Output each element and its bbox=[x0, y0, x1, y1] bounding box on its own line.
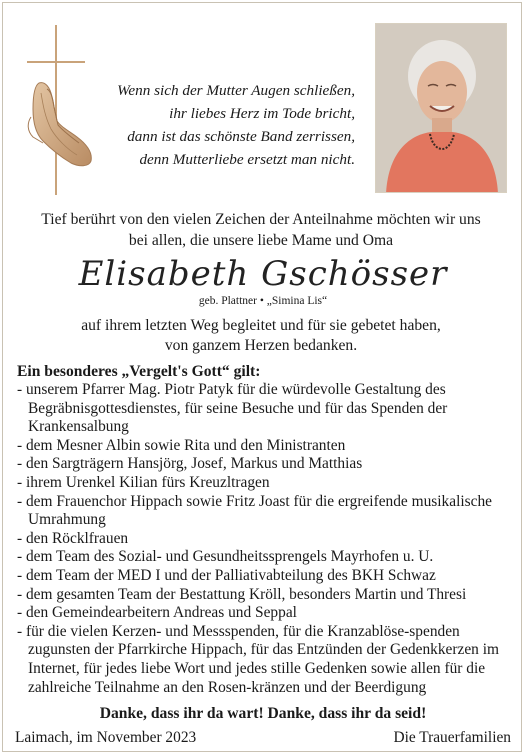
thanks-heading: Ein besonderes „Vergelt's Gott“ gilt: bbox=[17, 363, 261, 380]
portrait-photo bbox=[375, 23, 507, 193]
place-date: Laimach, im November 2023 bbox=[15, 729, 197, 746]
poem-line: dann ist das schönste Band zerrissen, bbox=[127, 128, 355, 145]
list-item: - dem Mesner Albin sowie Rita und den Ministranten bbox=[17, 436, 346, 454]
poem-line: ihr liebes Herz im Tode bricht, bbox=[169, 105, 355, 122]
list-item: - dem Frauenchor Hippach sowie Fritz Joast für die ergreifende musikalische Umrahmung bbox=[17, 492, 492, 529]
list-item: - ihrem Urenkel Kilian fürs Kreuzltragen bbox=[17, 473, 270, 491]
list-item: - dem Team der MED I und der Palliativabteilung des BKH Schwaz bbox=[17, 566, 436, 584]
poem bbox=[83, 79, 355, 171]
signature: Die Trauerfamilien bbox=[393, 729, 511, 746]
thanks-list bbox=[17, 381, 517, 697]
list-item: - den Röcklfrauen bbox=[17, 529, 129, 547]
list-item: - dem Team des Sozial- und Gesundheitssprengels Mayrhofen u. U. bbox=[17, 548, 434, 566]
outro-line: von ganzem Herzen bedanken. bbox=[164, 337, 358, 354]
deceased-subtitle: geb. Plattner • „Simina Lis“ bbox=[198, 295, 328, 307]
list-item: - unserem Pfarrer Mag. Piotr Patyk für die würdevolle Gestaltung des Begräbnisgottesdienstes, für seine Besuche und für das Spenden der Krankensalbung bbox=[17, 381, 448, 436]
list-item: - für die vielen Kerzen- und Messspenden, für die Kranzablöse-spenden zugunsten der Pfarrkirche Hippach, für das Entzünden der Gedenkkerzen im Internet, für jedes liebe Wort und jedes stille Gedenken sowie allen für die zahlreiche Teilnahme an den Rosen-kränzen und der Beerdigung bbox=[17, 622, 499, 696]
poem-line: denn Mutterliebe ersetzt man nicht. bbox=[139, 151, 355, 168]
closing-line: Danke, dass ihr da wart! Danke, dass ihr da seid! bbox=[99, 705, 427, 722]
cross-bar bbox=[27, 61, 85, 63]
list-item: - dem gesamten Team der Bestattung Kröll, besonders Martin und Thresi bbox=[17, 585, 467, 603]
poem-line: Wenn sich der Mutter Augen schließen, bbox=[117, 82, 355, 99]
list-item: - den Sargträgern Hansjörg, Josef, Markus und Matthias bbox=[17, 455, 363, 473]
intro-text bbox=[11, 209, 511, 251]
deceased-name: Elisabeth Gschösser bbox=[78, 254, 448, 294]
list-item: - den Gemeindearbeitern Andreas und Seppal bbox=[17, 604, 297, 622]
intro-line: bei allen, die unsere liebe Mame und Oma bbox=[128, 232, 394, 249]
outro-line: auf ihrem letzten Weg begleitet und für sie gebetet haben, bbox=[81, 317, 441, 334]
outro-text bbox=[11, 316, 511, 356]
obituary-card bbox=[2, 2, 522, 752]
intro-line: Tief berührt von den vielen Zeichen der Anteilnahme möchten wir uns bbox=[41, 211, 481, 228]
